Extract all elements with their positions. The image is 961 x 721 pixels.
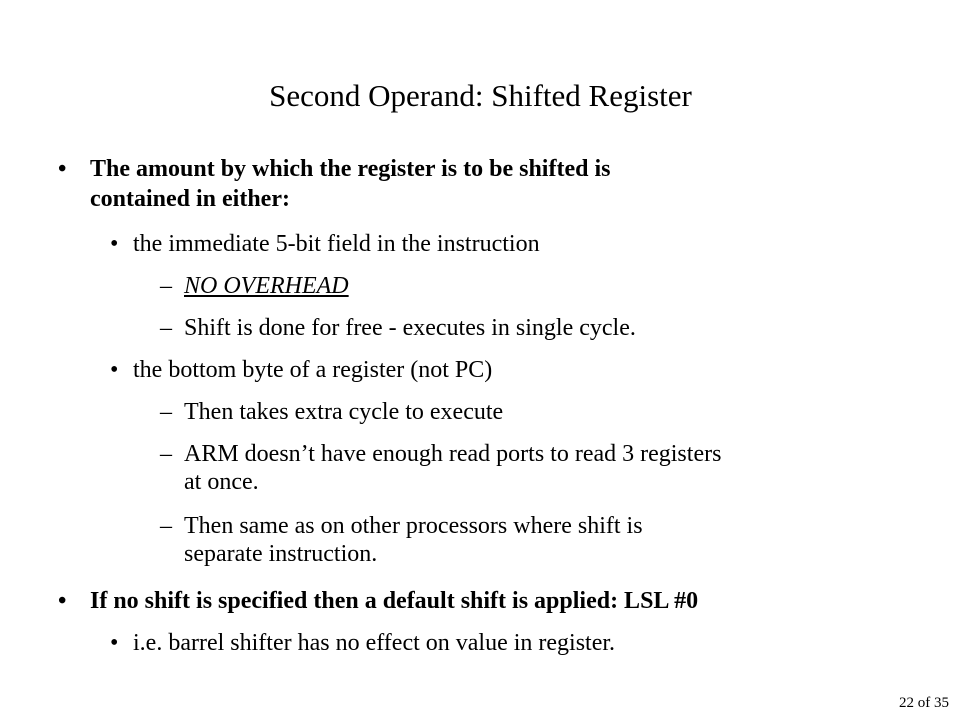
dash-read-ports (0, 442, 961, 500)
dash-other-processors (0, 514, 961, 572)
subbullet-bottom-byte (0, 358, 961, 386)
dash-no-overhead (0, 274, 961, 302)
bullet-text-line2: contained in either: (90, 186, 290, 212)
bullet-text: If no shift is specified then a default shift is applied: LSL #0 (90, 588, 699, 614)
page-number: 22 of 35 (899, 695, 949, 711)
dash-text: Then takes extra cycle to execute (184, 399, 504, 425)
dash-marker: – (160, 513, 172, 539)
bullet-marker: • (58, 156, 67, 182)
dash-text-line1: Then same as on other processors where shift is (184, 513, 643, 539)
bullet-marker: • (110, 231, 119, 257)
dash-extra-cycle (0, 400, 961, 428)
bullet-default-shift (0, 589, 961, 617)
slide-title: Second Operand: Shifted Register (269, 78, 692, 113)
dash-marker: – (160, 399, 172, 425)
bullet-shift-amount (0, 157, 961, 217)
dash-text-line2: at once. (184, 469, 259, 495)
subbullet-text: the immediate 5-bit field in the instruction (133, 231, 540, 257)
dash-text-line2: separate instruction. (184, 541, 378, 567)
bullet-marker: • (58, 588, 67, 614)
dash-marker: – (160, 441, 172, 467)
subbullet-barrel-shifter (0, 631, 961, 659)
bullet-marker: • (110, 357, 119, 383)
subbullet-text: the bottom byte of a register (not PC) (133, 357, 493, 383)
bullet-text-line1: The amount by which the register is to be shifted is (90, 156, 611, 182)
dash-text-line1: ARM doesn’t have enough read ports to read 3 registers (184, 441, 722, 467)
subbullet-text: i.e. barrel shifter has no effect on value in register. (133, 630, 616, 656)
dash-text: Shift is done for free - executes in single cycle. (184, 315, 636, 341)
dash-marker: – (160, 315, 172, 341)
subbullet-immediate-field (0, 232, 961, 260)
dash-text: NO OVERHEAD (184, 273, 349, 299)
dash-shift-free (0, 316, 961, 344)
dash-marker: – (160, 273, 172, 299)
bullet-marker: • (110, 630, 119, 656)
